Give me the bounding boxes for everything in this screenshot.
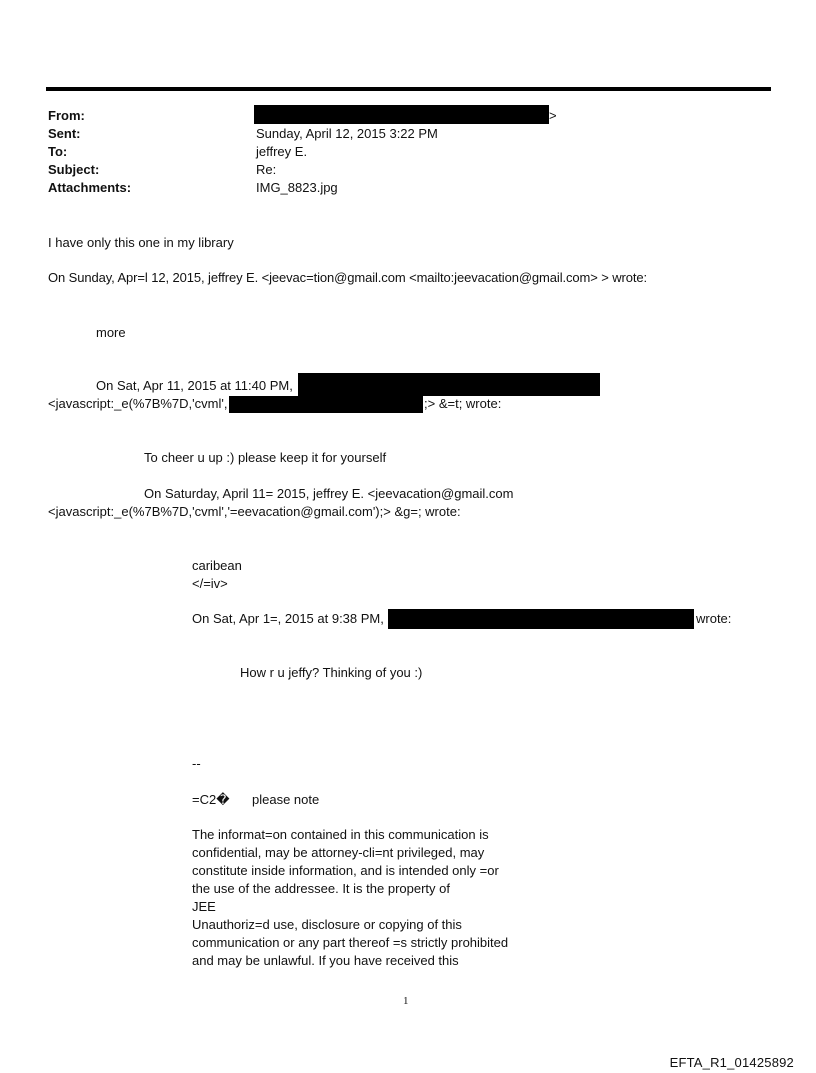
disclaimer-line: The informat=on contained in this communication is [192, 827, 489, 842]
attachments-label: Attachments: [48, 180, 132, 195]
from-trailing: > [549, 108, 557, 123]
quote2-on-saturday: On Saturday, April 11= 2015, jeffrey E. <jeevacation@gmail.com [144, 486, 514, 501]
quote1-js-suffix: ;> &=t; wrote: [424, 396, 502, 411]
quote1-js-prefix: <javascript:_e(%7B%7D,'cvml', [48, 396, 228, 411]
subject-value: Re: [256, 162, 277, 177]
quote3-wrote: wrote: [696, 611, 732, 626]
signature-dashes: -- [192, 756, 201, 771]
quote1-on-sat: On Sat, Apr 11, 2015 at 11:40 PM, [96, 378, 293, 393]
body-line-2: On Sunday, Apr=l 12, 2015, jeffrey E. <jeevac=tion@gmail.com <mailto:jeevacation@gmail.com> > wrote: [48, 270, 648, 285]
quote1-more: more [96, 325, 126, 340]
from-label: From: [48, 108, 85, 123]
note-prefix: =C2� [192, 792, 230, 807]
disclaimer-line: Unauthoriz=d use, disclosure or copying of this [192, 917, 462, 932]
redaction-quote3-sender [388, 609, 694, 629]
disclaimer-line: the use of the addressee. It is the property of [192, 881, 450, 896]
disclaimer-line: constitute inside information, and is intended only =or [192, 863, 499, 878]
to-label: To: [48, 144, 68, 159]
quote2-js-line: <javascript:_e(%7B%7D,'cvml','=eevacation@gmail.com');> &g=; wrote: [48, 504, 461, 519]
sent-value: Sunday, April 12, 2015 3:22 PM [256, 126, 438, 141]
subject-label: Subject: [48, 162, 100, 177]
disclaimer-line: confidential, may be attorney-cli=nt privileged, may [192, 845, 485, 860]
quote3-div-close: </=iv> [192, 576, 228, 591]
disclaimer-line: communication or any part thereof =s strictly prohibited [192, 935, 509, 950]
document-id: EFTA_R1_01425892 [669, 1055, 794, 1070]
quote4-how: How r u jeffy? Thinking of you :) [240, 665, 423, 680]
note-text: please note [252, 792, 320, 807]
sent-label: Sent: [48, 126, 81, 141]
redaction-quote1-email [229, 396, 423, 413]
body-line-1: I have only this one in my library [48, 235, 234, 250]
page-number: 1 [403, 995, 409, 1007]
redaction-from [254, 105, 549, 124]
to-value: jeffrey E. [256, 144, 308, 159]
quote3-on-sat: On Sat, Apr 1=, 2015 at 9:38 PM, [192, 611, 384, 626]
quote2-cheer: To cheer u up :) please keep it for yourself [144, 450, 387, 465]
redaction-quote1-sender [298, 373, 600, 396]
attachments-value: IMG_8823.jpg [256, 180, 338, 195]
disclaimer-line: and may be unlawful. If you have received this [192, 953, 459, 968]
header-rule [46, 87, 771, 91]
quote3-caribean: caribean [192, 558, 242, 573]
disclaimer-line: JEE [192, 899, 216, 914]
